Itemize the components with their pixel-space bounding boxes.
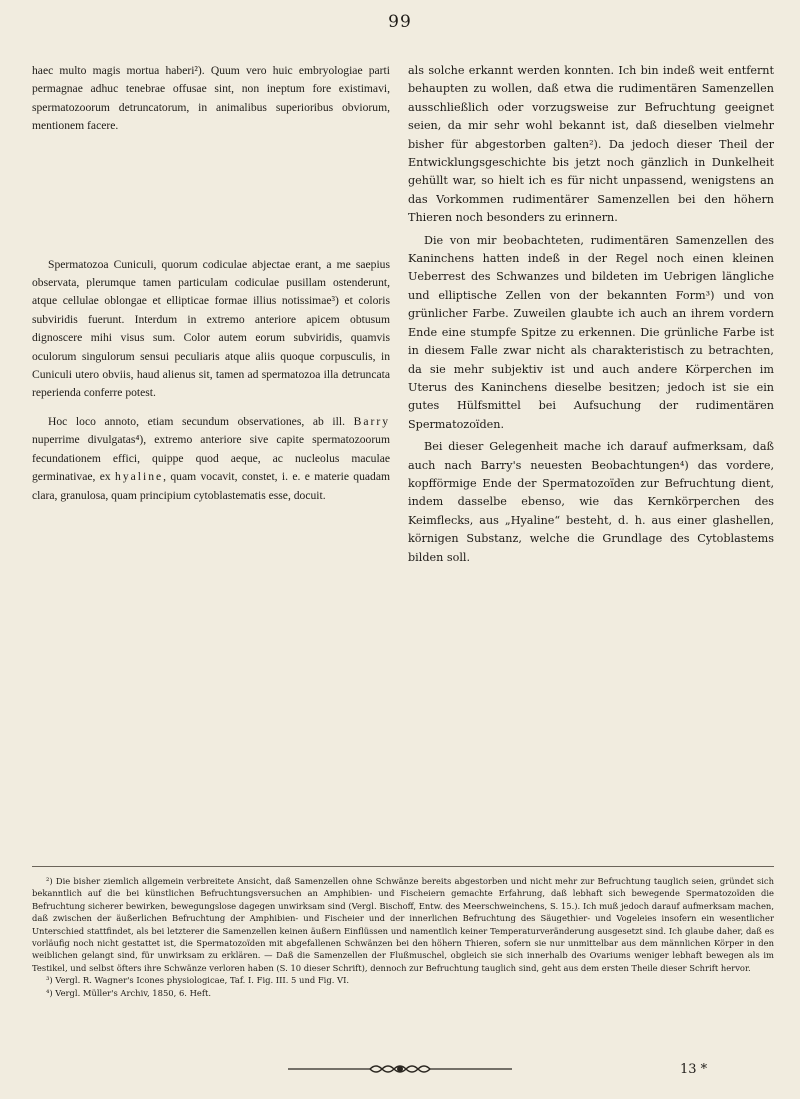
latin-paragraph-3-part-c: , quam vocavit, constet, i. e. e materie quadam clara, granulosa, quam principium cytoblastematis esse, docuit.	[32, 470, 391, 502]
footnote-3: ³) Vergl. R. Wagner's Icones physiologicae, Taf. I. Fig. III. 5 und Fig. VI.	[46, 975, 350, 986]
german-paragraph-3: Bei dieser Gelegenheit mache ich darauf aufmerksam, daß auch nach Barry's neuesten Beobachtungen⁴) das vordere, kopfförmige Ende der Spermatozoïden zur Befruchtung dient, indem dasselbe ebenso, wie das Kernkörperchen des Keimflecks, aus „Hyaline“ besteht, d. h. aus einer glashellen, körnigen Substanz, welche die Grundlage des Cytoblastems bilden soll.	[408, 440, 774, 564]
latin-paragraph-3	[32, 413, 390, 505]
term-hyaline: hyaline	[115, 470, 164, 484]
page-number: 99	[388, 12, 412, 32]
footnote-4: ⁴) Vergl. Müller's Archiv, 1850, 6. Heft.	[46, 987, 211, 998]
signature-mark: 13 *	[680, 1062, 708, 1077]
footnotes	[32, 866, 774, 999]
german-paragraph-2: Die von mir beobachteten, rudimentären Samenzellen des Kaninchens hatten indeß in der Regel noch einen kleinen Ueberrest des Schwanzes und bildeten im Uebrigen längliche und elliptische Zellen von der bekannten Form³) und von grünlicher Farbe. Zuweilen glaubte ich auch an ihrem vordern Ende eine stumpfe Spitze zu erkennen. Die grünliche Farbe ist in diesem Falle zwar nicht als charakteristisch zu betrachten, da sie mehr subjektiv ist und auch andere Körperchen im Uterus des Kaninchens dieselbe besitzen; jedoch ist sie ein gutes Hülfsmittel bei Aufsuchung der rudimentären Spermatozoïden.	[408, 233, 774, 431]
latin-column	[32, 62, 390, 505]
german-column	[408, 62, 774, 567]
footnote-2: ²) Die bisher ziemlich allgemein verbreitete Ansicht, daß Samenzellen ohne Schwänze bereits abgestorben und nicht mehr zur Befruchtung tauglich seien, gründet sich bekanntlich auf die bei künstlichen Befruchtungsversuchen an Amphibien- und Fischeiern gemachte Erfahrung, daß lebhaft sich bewegende Spermatozoïden die Befruchtung sicherer bewirken, bewegungslose dagegen unwirksam sind (Vergl. Bischoff, Entw. des Meerschweinchens, S. 15.). Ich muß jedoch darauf aufmerksam machen, daß zwischen der äußerlichen Befruchtung der Amphibien- und Fischeier und der innerlichen Befruchtung des Säugethier- und Vogeleies insofern ein wesentlicher Unterschied stattfindet, als bei letzterer die Samenzellen keinen äußern Einflüssen und namentlich keiner Temperaturveränderung ausgesetzt sind. Ich glaube daher, daß es vorläufig noch nicht gestattet ist, die Spermatozoïden mit abgefallenen Schwänzen bei den höhern Thieren, sofern sie nur unmittelbar aus dem männlichen Körper in den weiblichen gelangt sind, für unwirksam zu erklären. — Daß die Samenzellen der Flußmuschel, obgleich sie sich innerhalb des Ovariums weniger lebhaft bewegen als im Testikel, und selbst öfters ihre Schwänze verloren haben (S. 10 dieser Schrift), dennoch zur Befruchtung tauglich sind, geht aus dem ersten Theile dieser Schrift hervor.	[32, 876, 774, 973]
latin-paragraph-3-part-b: nuperrime divulgatas⁴), extremo anteriore sive capite spermatozoorum fecundationem effici, quippe quod aeque, ac nucleolus maculae germinativae, ex	[32, 433, 390, 484]
german-paragraph-1: als solche erkannt werden konnten. Ich bin indeß weit entfernt behaupten zu wollen, daß etwa die rudimentären Samenzellen ausschließlich oder vorzugsweise zur Befruchtung geeignet seien, da mir sehr wohl bekannt ist, daß dieselben vielmehr bisher für abgestorben galten²). Da jedoch dieser Theil der Entwicklungsgeschichte bis jetzt noch gänzlich in Dunkelheit gehüllt war, so hielt ich es für nicht unpassend, wenigstens an das Vorkommen rudimentärer Samenzellen bei den höhern Thieren noch besonders zu erinnern.	[408, 64, 774, 225]
author-barry: Barry	[353, 414, 390, 428]
latin-paragraph-2: Spermatozoa Cuniculi, quorum codiculae abjectae erant, a me saepius observata, plerumque tamen particulam codiculae pusillam ostenderunt, atque cellulae oblongae et ellipticae formae illius notissimae³) et coloris subviridis fuerunt. Interdum in extremo anteriore apicem obtusum dignoscere mihi visus sum. Color autem eorum subviridis, quamvis oculorum singulorum sensui peculiaris atque aliis quoque corpusculis, in Cuniculi utero obviis, haud alienus sit, tamen ad spermatozoa illa detruncata reperienda conferre potest.	[32, 257, 390, 400]
latin-paragraph-1: haec multo magis mortua haberi²). Quum vero huic embryologiae parti permagnae adhuc tenebrae offusae sint, non ineptum fore existimavi, spermatozoorum detruncatorum, in animalibus superioribus obviorum, mentionem facere.	[32, 64, 390, 133]
latin-paragraph-3-part-a: Hoc loco annoto, etiam secundum observationes, ab ill.	[48, 414, 354, 428]
